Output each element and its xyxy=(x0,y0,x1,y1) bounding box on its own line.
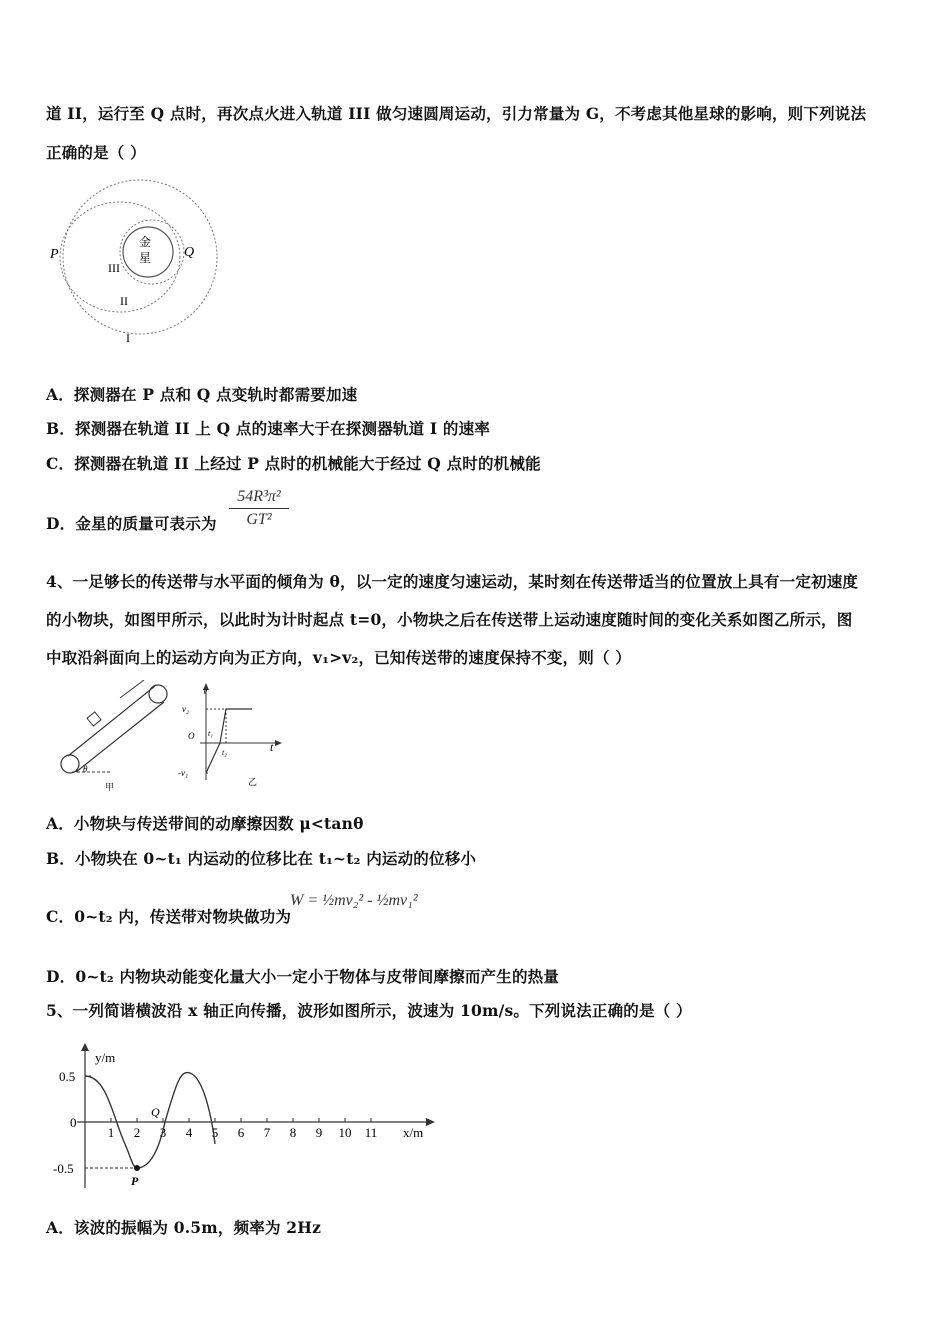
q4-option-d: D．0~t₂ 内物块动能变化量大小一定小于物体与皮带间摩擦而产生的热量 xyxy=(46,967,560,986)
x-axis-label: x/m xyxy=(403,1125,424,1140)
x-tick-6: 6 xyxy=(237,1125,245,1140)
point-p-label: P xyxy=(131,1174,139,1188)
label-p: P xyxy=(50,247,59,262)
x-tick-8: 8 xyxy=(289,1125,297,1140)
q3-stem-line2: 正确的是（ ） xyxy=(46,143,146,162)
label-orbit-1: I xyxy=(126,331,130,345)
t1-label: t₁ xyxy=(208,729,214,738)
x-tick-5: 5 xyxy=(211,1125,219,1140)
q3-stem-line1: 道 II，运行至 Q 点时，再次点火进入轨道 III 做匀速圆周运动，引力常量为 G，不考虑其他星球的影响，则下列说法 xyxy=(46,104,867,123)
y-tick-top: 0.5 xyxy=(59,1069,76,1084)
figure-yi-label: 乙 xyxy=(248,777,258,787)
wave-graph xyxy=(45,1040,445,1190)
x-tick-4: 4 xyxy=(185,1125,193,1140)
q4-stem-line3: 中取沿斜面向上的运动方向为正方向，v₁>v₂，已知传送带的速度保持不变，则（ ） xyxy=(46,648,631,667)
label-orbit-2: II xyxy=(120,294,128,308)
v2-label: v₂ xyxy=(182,704,190,714)
label-orbit-3: III xyxy=(108,261,120,275)
y-axis-label: y/m xyxy=(95,1050,116,1065)
t-axis-label: t xyxy=(270,740,274,754)
point-q-label: Q xyxy=(151,1105,160,1119)
velocity-time-graph xyxy=(170,680,290,795)
q4-option-b: B．小物块在 0~t₁ 内运动的位移比在 t₁~t₂ 内运动的位移小 xyxy=(46,849,477,868)
x-tick-1: 1 xyxy=(107,1125,115,1140)
x-tick-9: 9 xyxy=(315,1125,323,1140)
q4-option-a: A．小物块与传送带间的动摩擦因数 μ<tanθ xyxy=(46,814,364,833)
figure-jia-label: 甲 xyxy=(105,782,115,792)
q5-option-a: A．该波的振幅为 0.5m，频率为 2Hz xyxy=(46,1218,322,1237)
x-tick-2: 2 xyxy=(133,1125,141,1140)
q4-option-c: C．0~t₂ 内，传送带对物块做功为 xyxy=(46,907,292,926)
theta-label: θ xyxy=(83,764,88,774)
v-axis-label: v xyxy=(203,686,208,697)
mass-formula-denominator: GT² xyxy=(246,511,272,528)
conveyor-belt-figure xyxy=(50,680,180,795)
q3-option-a: A．探测器在 P 点和 Q 点变轨时都需要加速 xyxy=(46,385,358,404)
y-tick-zero: 0 xyxy=(70,1115,77,1130)
planet-char-2: 星 xyxy=(139,251,152,265)
mass-formula-numerator: 54R³π² xyxy=(229,488,289,509)
planet-char-1: 金 xyxy=(139,235,152,249)
origin-label: O xyxy=(188,731,195,741)
x-tick-10: 10 xyxy=(338,1125,352,1140)
q4-stem-line2: 的小物块，如图甲所示，以此时为计时起点 t=0，小物块之后在传送带上运动速度随时间的变化关系如图乙所示，图 xyxy=(46,610,853,629)
x-tick-7: 7 xyxy=(263,1125,271,1140)
x-tick-11: 11 xyxy=(364,1125,378,1140)
q3-option-b: B．探测器在轨道 II 上 Q 点的速率大于在探测器轨道 I 的速率 xyxy=(46,419,491,438)
orbit-diagram xyxy=(40,172,240,352)
t2-label: t₂ xyxy=(222,748,228,757)
work-formula: W = ½mv₂² - ½mv₁² xyxy=(290,892,418,909)
q3-option-c: C．探测器在轨道 II 上经过 P 点时的机械能大于经过 Q 点时的机械能 xyxy=(46,454,541,473)
q3-option-d: D．金星的质量可表示为 xyxy=(46,514,217,533)
neg-v1-label: -v₁ xyxy=(178,768,189,778)
q5-stem-line1: 5、一列简谐横波沿 x 轴正向传播，波形如图所示，波速为 10m/s。下列说法正确的是（ ） xyxy=(46,1001,692,1020)
q4-stem-line1: 4、一足够长的传送带与水平面的倾角为 θ，以一定的速度匀速运动，某时刻在传送带适当的位置放上具有一定初速度 xyxy=(46,572,859,591)
mass-formula xyxy=(229,488,289,529)
label-q: Q xyxy=(184,245,195,260)
x-tick-3: 3 xyxy=(159,1125,167,1140)
y-tick-bottom: -0.5 xyxy=(53,1161,74,1176)
